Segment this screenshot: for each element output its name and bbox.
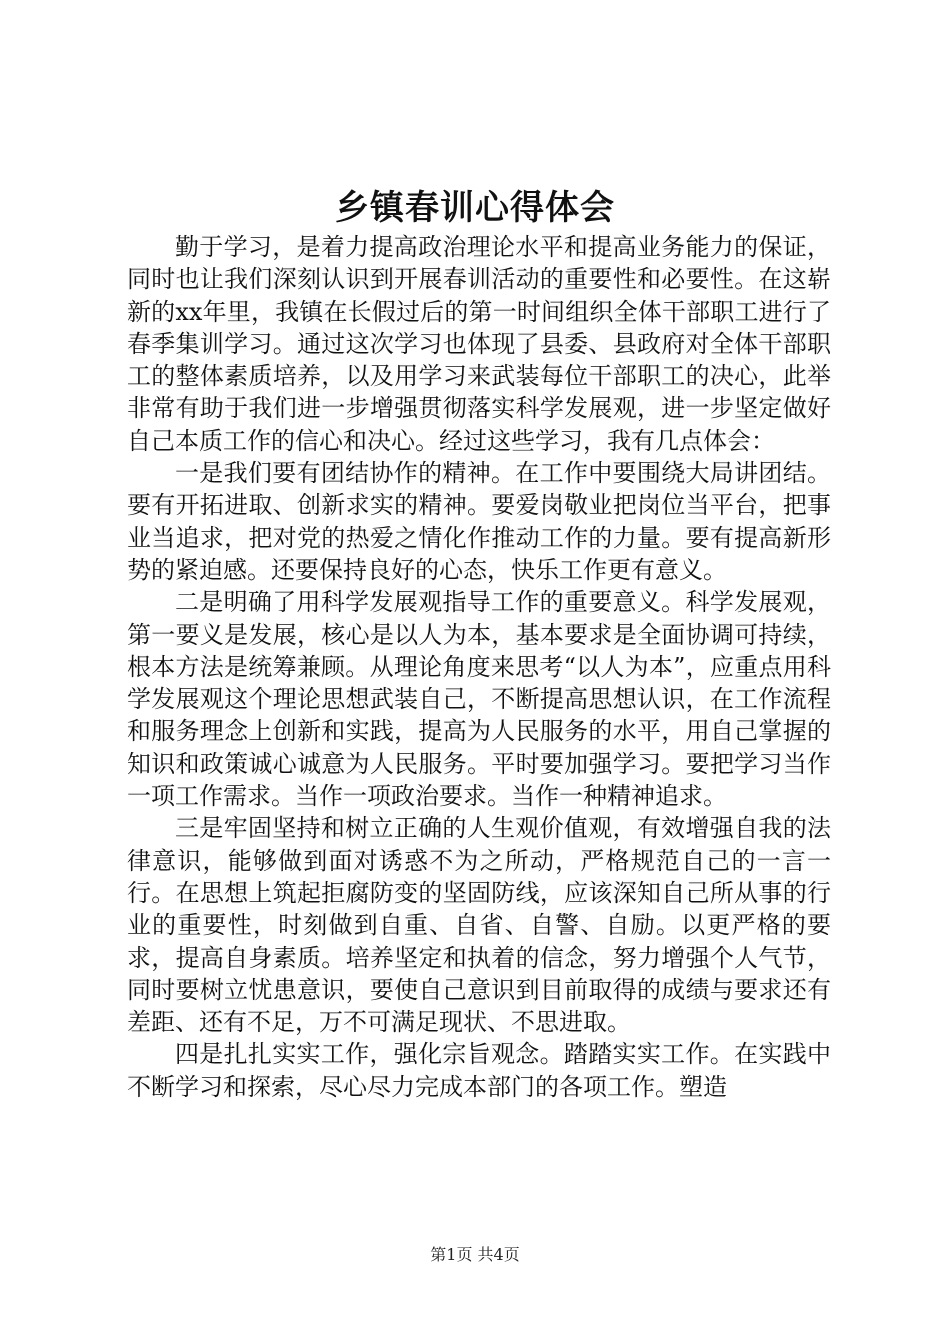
paragraph-point-two: 二是明确了用科学发展观指导工作的重要意义。科学发展观，第一要义是发展，核心是以人为本，基本要求是全面协调可持续，根本方法是统筹兼顾。从理论角度来思考“以人为本”，应重点用科学发展观这个理论思想武装自己，不断提高思想认识，在工作流程和服务理念上创新和实践，提高为人民服务的水平，用自己掌握的知识和政策诚心诚意为人民服务。平时要加强学习。要把学习当作一项工作需求。当作一项政治要求。当作一种精神追求。: [127, 588, 831, 811]
document-body: [127, 231, 831, 1103]
paragraph-intro: 勤于学习，是着力提高政治理论水平和提高业务能力的保证，同时也让我们深刻认识到开展春训活动的重要性和必要性。在这崭新的xx年里，我镇在长假过后的第一时间组织全体干部职工进行了春季集训学习。通过这次学习也体现了县委、县政府对全体干部职工的整体素质培养，以及用学习来武装每位干部职工的决心，此举非常有助于我们进一步增强贯彻落实科学发展观，进一步坚定做好自己本质工作的信心和决心。经过这些学习，我有几点体会：: [127, 233, 831, 455]
document-title: 乡镇春训心得体会: [335, 188, 615, 228]
paragraph-point-one: 一是我们要有团结协作的精神。在工作中要围绕大局讲团结。要有开拓进取、创新求实的精神。要爱岗敬业把岗位当平台，把事业当追求，把对党的热爱之情化作推动工作的力量。要有提高新形势的紧迫感。还要保持良好的心态，快乐工作更有意义。: [127, 459, 831, 584]
page-number-footer: 第1页 共4页: [430, 1245, 520, 1264]
paragraph-point-three: 三是牢固坚持和树立正确的人生观价值观，有效增强自我的法律意识，能够做到面对诱惑不为之所动，严格规范自己的一言一行。在思想上筑起拒腐防变的坚固防线，应该深知自己所从事的行业的重要性，时刻做到自重、自省、自警、自励。以更严格的要求，提高自身素质。培养坚定和执着的信念，努力增强个人气节，同时要树立忧患意识，要使自己意识到目前取得的成绩与要求还有差距、还有不足，万不可满足现状、不思进取。: [127, 814, 831, 1037]
paragraph-point-four: 四是扎扎实实工作，强化宗旨观念。踏踏实实工作。在实践中不断学习和探索，尽心尽力完成本部门的各项工作。塑造: [127, 1040, 831, 1101]
